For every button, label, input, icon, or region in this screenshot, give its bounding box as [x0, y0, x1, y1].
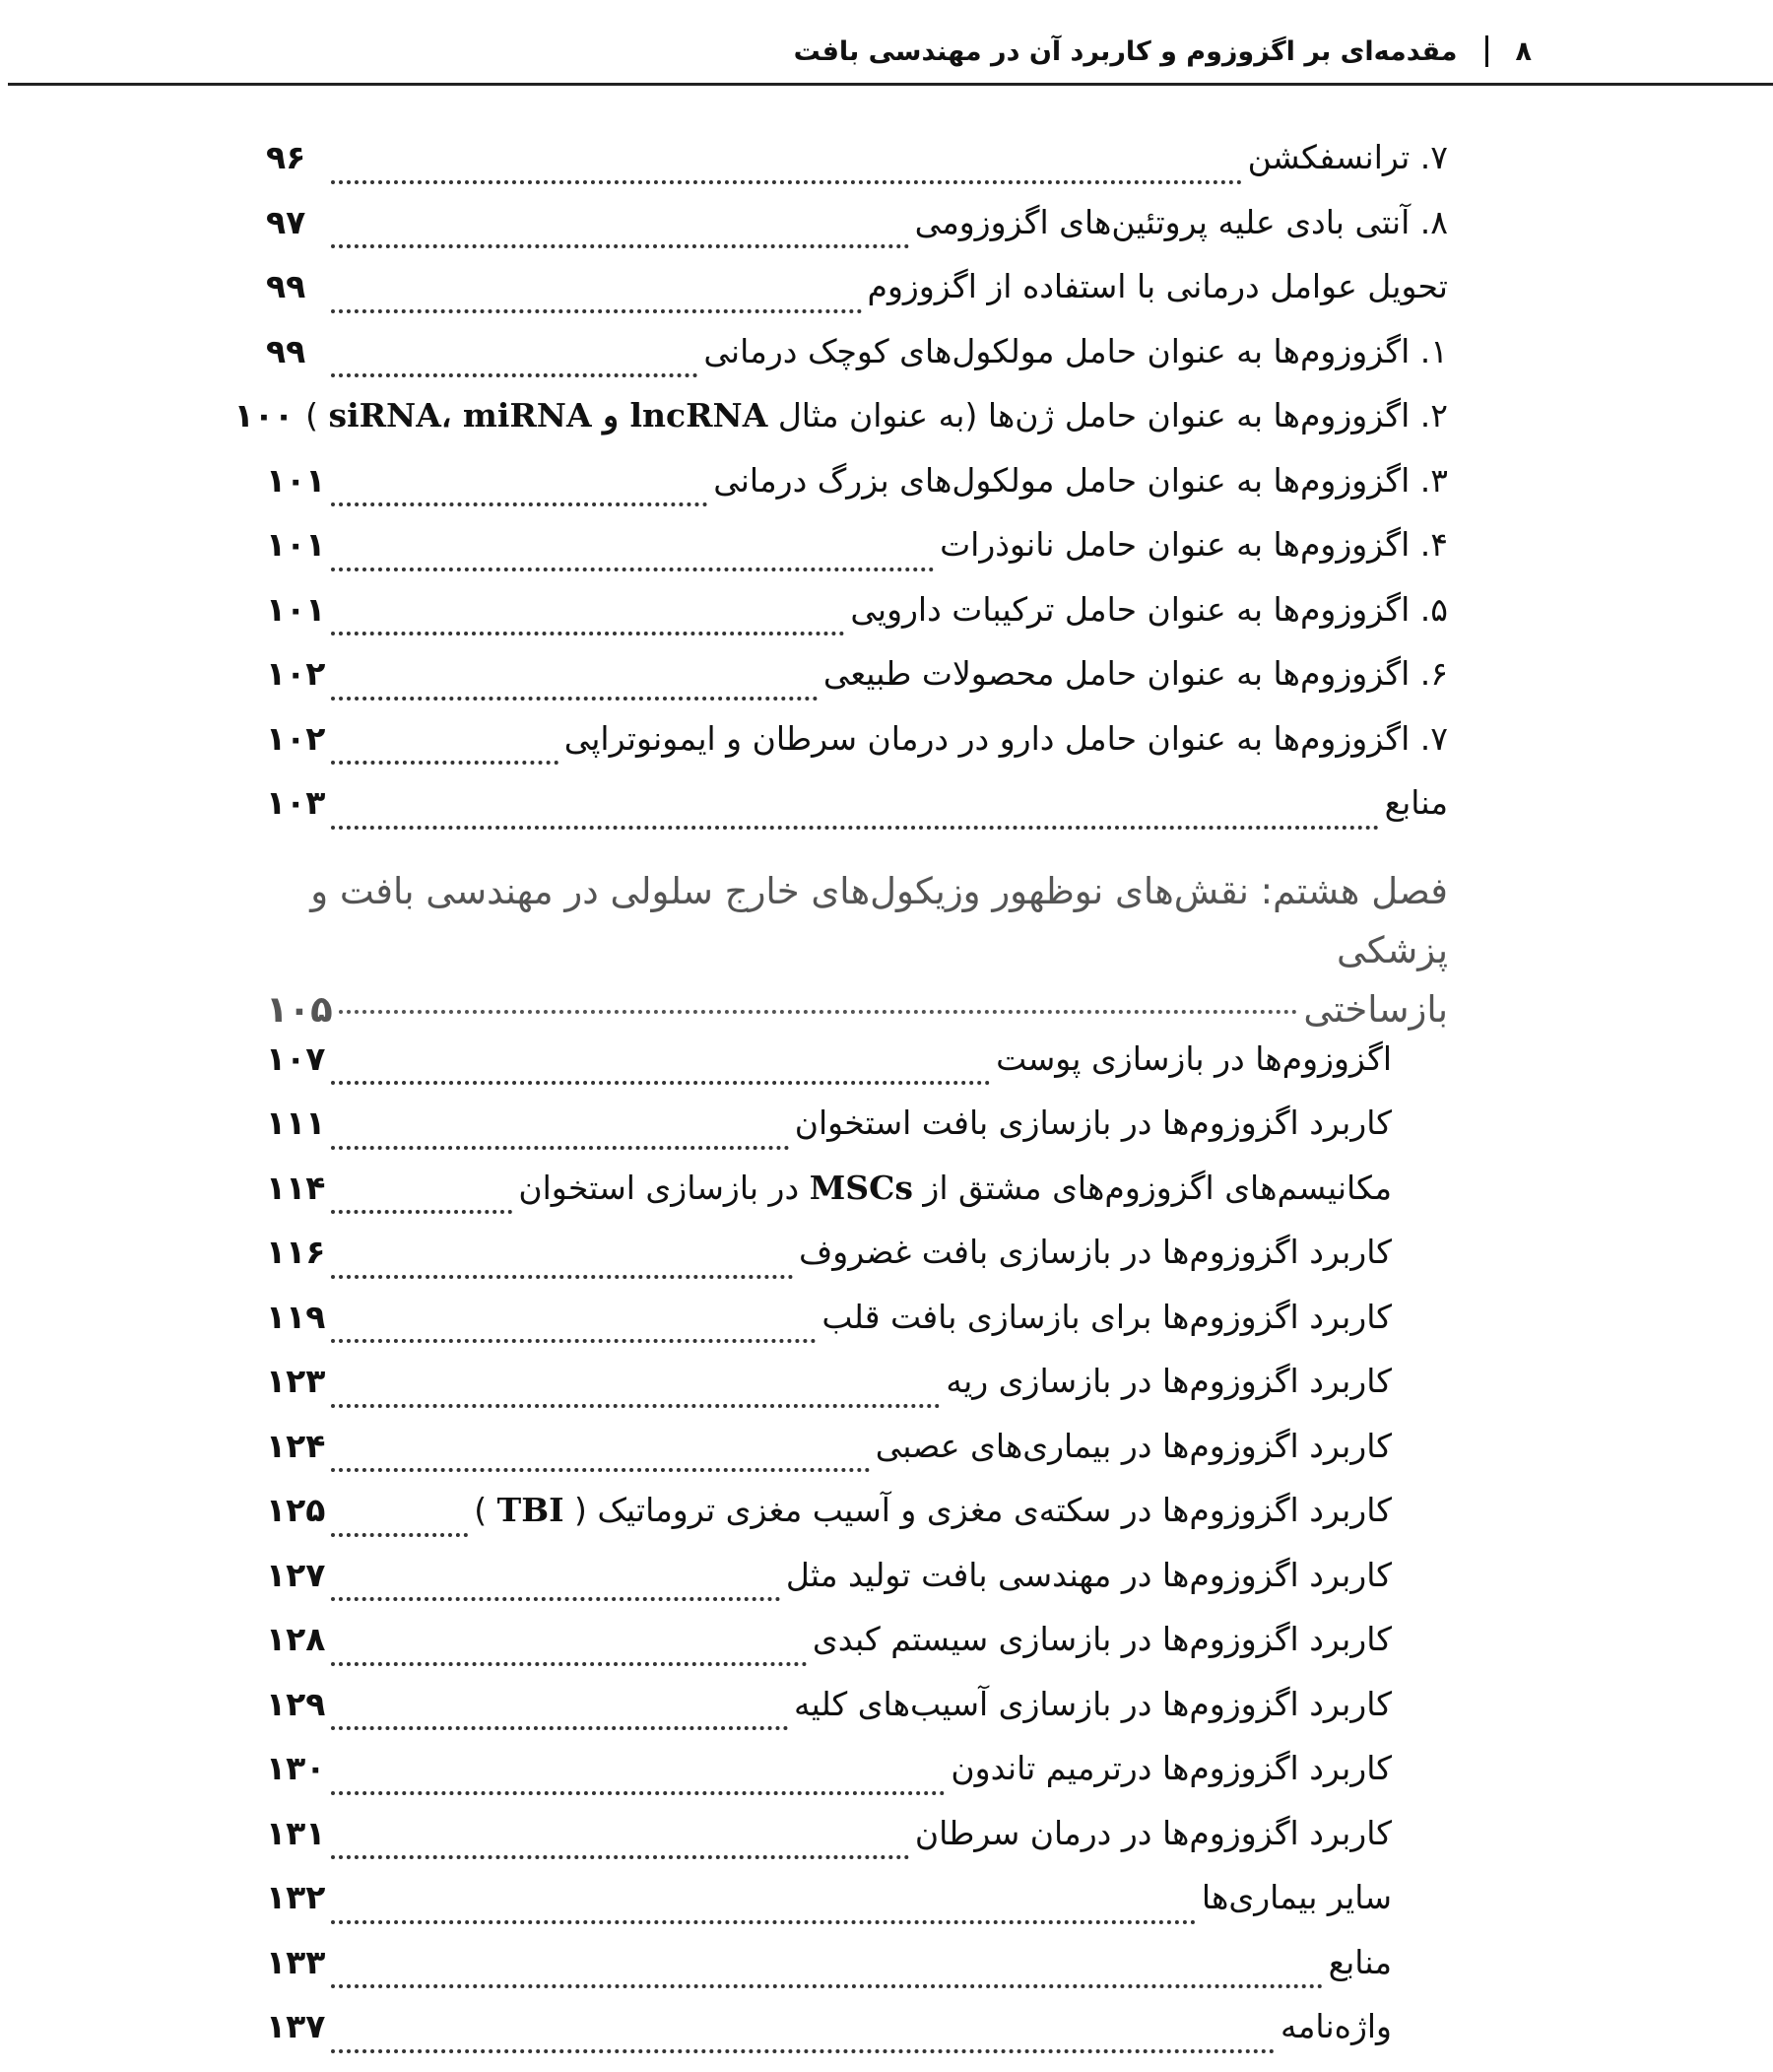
leader-dots: [331, 761, 558, 765]
leader-dots: [331, 1597, 779, 1601]
toc-entry-title: کاربرد اگزوزوم‌ها در بازسازی آسیب‌های کلیه: [793, 1684, 1392, 1723]
toc-entry-title: ۱. اگزوزوم‌ها به عنوان حامل مولکول‌های کوچک درمانی: [703, 331, 1448, 370]
toc-page-number: ۱۲۹: [266, 1684, 326, 1723]
toc-page-number: ۱۳۱: [266, 1813, 326, 1852]
toc-entry: [266, 1427, 1448, 1492]
toc-entry-title: ۳. اگزوزوم‌ها به عنوان حامل مولکول‌های بزرگ درمانی: [713, 460, 1448, 500]
toc-entry: [266, 1233, 1448, 1298]
toc-entry-title: کاربرد اگزوزوم‌ها در بازسازی بافت استخوان: [794, 1103, 1392, 1142]
leader-dots: [331, 1275, 793, 1279]
toc-entry: [266, 1685, 1448, 1750]
table-of-contents: [233, 138, 1448, 2072]
toc-entry-title: منابع: [1384, 783, 1448, 822]
leader-dots: [331, 180, 1242, 184]
leader-dots: [331, 1791, 945, 1795]
toc-page-number: ۱۱۴: [266, 1168, 326, 1207]
leader-dots: [331, 1855, 908, 1859]
leader-dots: [331, 1081, 990, 1085]
toc-page-number: ۱۱۱: [266, 1103, 326, 1142]
toc-entry-title: ۷. اگزوزوم‌ها به عنوان حامل دارو در درمان سرطان و ایمونوتراپی: [563, 718, 1448, 758]
toc-entry: [266, 1943, 1448, 2008]
toc-entry: [266, 1169, 1448, 1234]
toc-entry-title: کاربرد اگزوزوم‌ها در بازسازی ریه: [946, 1362, 1392, 1400]
toc-entry-title: منابع: [1328, 1942, 1392, 1981]
toc-entry: [266, 654, 1448, 719]
toc-page-number: ۱۲۵: [266, 1491, 326, 1529]
toc-entry-title: سایر بیماری‌ها: [1201, 1878, 1392, 1916]
toc-page-number: ۱۰۲: [266, 718, 326, 758]
leader-dots: [331, 1726, 788, 1730]
toc-entry: [266, 203, 1448, 268]
chapter-title-line1: فصل هشتم: نقش‌های نوظهور وزیکول‌های خارج سلولی در مهندسی بافت و پزشکی: [310, 869, 1448, 971]
toc-entry-title: کاربرد اگزوزوم‌ها در بازسازی سیستم کبدی: [812, 1620, 1392, 1658]
toc-entry: [266, 1362, 1448, 1427]
toc-page-number: ۹۹: [266, 267, 306, 305]
toc-entry: [266, 719, 1448, 784]
toc-entry: [266, 525, 1448, 590]
book-title: مقدمه‌ای بر اگزوزوم و کاربرد آن در مهندسی بافت: [793, 35, 1458, 67]
leader-dots: [331, 632, 844, 635]
toc-entry-title-part: در بازسازی استخوان: [518, 1168, 800, 1207]
toc-entry-title: [305, 396, 1448, 434]
toc-entry-latin-term: MSCs: [809, 1168, 913, 1207]
toc-page-number: ۱۲۴: [266, 1426, 326, 1465]
toc-entry-latin-term: TBI: [496, 1491, 564, 1529]
toc-entry: [266, 2007, 1448, 2072]
toc-page-number: ۱۱۹: [266, 1297, 326, 1336]
toc-entry-title: ۶. اگزوزوم‌ها به عنوان حامل محصولات طبیعی: [822, 654, 1448, 693]
toc-entry-title: کاربرد اگزوزوم‌ها در بازسازی بافت غضروف: [799, 1233, 1392, 1271]
toc-entry-title: کاربرد اگزوزوم‌ها برای بازسازی بافت قلب: [821, 1297, 1392, 1336]
toc-page-number: ۱۰۲: [266, 654, 326, 693]
toc-page-number: ۱۲۷: [266, 1555, 326, 1594]
toc-entry: [266, 461, 1448, 526]
toc-entry-title-part: مکانیسم‌های اگزوزوم‌های مشتق از: [923, 1168, 1392, 1207]
leader-dots: [331, 502, 707, 506]
toc-page-number: ۱۲۸: [266, 1620, 326, 1658]
toc-page-number: ۱۳۷: [266, 2007, 326, 2045]
chapter-title-line2: [266, 980, 1448, 1039]
leader-dots: [331, 1210, 512, 1214]
toc-entry-title: ۷. ترانسفکشن: [1247, 138, 1448, 176]
toc-page-number: ۱۰۱: [266, 525, 326, 564]
toc-entry-title: ۸. آنتی بادی علیه پروتئین‌های اگزوزومی: [914, 202, 1448, 241]
toc-entry: [266, 1103, 1448, 1169]
toc-page-number: ۱۲۳: [266, 1362, 326, 1400]
toc-section-bottom: [266, 1039, 1448, 2072]
toc-entry: [266, 1491, 1448, 1556]
toc-entry-title: واژه‌نامه: [1280, 2007, 1392, 2045]
leader-dots: [331, 244, 909, 248]
toc-page-number: ۱۰۰: [233, 396, 295, 434]
chapter-title-continuation: بازساختی: [1303, 987, 1448, 1031]
leader-dots: [331, 1662, 806, 1666]
toc-entry-title: [518, 1169, 1392, 1207]
toc-entry-title: اگزوزوم‌ها در بازسازی پوست: [996, 1038, 1392, 1078]
toc-page-number: ۱۳۳: [266, 1942, 326, 1981]
toc-page-number: ۱۳۰: [266, 1749, 326, 1787]
leader-dots: [331, 697, 817, 701]
toc-entry: [266, 1814, 1448, 1879]
toc-entry: [266, 1878, 1448, 1943]
toc-entry-title-part: کاربرد اگزوزوم‌ها در سکته‌ی مغزی و آسیب مغزی تروماتیک (: [574, 1491, 1392, 1529]
toc-page-number: ۱۰۱: [266, 460, 326, 500]
toc-entry-title: کاربرد اگزوزوم‌ها در درمان سرطان: [914, 1813, 1392, 1852]
toc-page-number: ۱۱۶: [266, 1233, 326, 1271]
page-number: ۸: [1515, 35, 1532, 67]
toc-entry: [266, 590, 1448, 655]
toc-entry: [266, 783, 1448, 848]
toc-entry-title: ۵. اگزوزوم‌ها به عنوان حامل ترکیبات دارویی: [850, 589, 1448, 629]
toc-entry: [266, 1556, 1448, 1621]
toc-page-number: ۹۷: [266, 202, 306, 241]
header-separator: [1485, 35, 1488, 67]
toc-page-number: ۱۰۳: [266, 783, 326, 822]
leader-dots: [331, 1533, 468, 1537]
toc-page-number: ۱۰۷: [266, 1038, 326, 1078]
toc-entry: [266, 1620, 1448, 1685]
toc-entry-title: کاربرد اگزوزوم‌ها در مهندسی بافت تولید مثل: [785, 1555, 1392, 1594]
toc-entry-title-part: ): [305, 396, 318, 434]
leader-dots: [339, 1010, 1298, 1014]
leader-dots: [331, 1468, 869, 1472]
toc-entry: [266, 1298, 1448, 1363]
leader-dots: [331, 309, 862, 313]
running-header: [20, 30, 1532, 73]
leader-dots: [331, 1984, 1322, 1988]
leader-dots: [331, 568, 934, 571]
toc-section-top: [233, 138, 1448, 848]
leader-dots: [331, 1146, 788, 1150]
toc-entry-title-part: ۲. اگزوزوم‌ها به عنوان حامل ژن‌ها (به عنوان مثال: [777, 396, 1448, 434]
toc-page-number: ۱۰۱: [266, 589, 326, 629]
leader-dots: [331, 2049, 1275, 2053]
toc-entry: [266, 138, 1448, 203]
toc-page-number: ۹۶: [266, 138, 306, 176]
toc-entry-title: کاربرد اگزوزوم‌ها در بیماری‌های عصبی: [875, 1426, 1392, 1465]
toc-entry-latin-term: siRNA، miRNA و lncRNA: [328, 396, 768, 434]
toc-entry-title: [474, 1491, 1392, 1529]
toc-page-number: ۹۹: [266, 331, 306, 370]
header-rule: [8, 83, 1773, 86]
toc-entry: [266, 1749, 1448, 1814]
toc-page-number: ۱۳۲: [266, 1878, 326, 1916]
leader-dots: [331, 1920, 1195, 1924]
leader-dots: [331, 373, 697, 377]
leader-dots: [331, 826, 1378, 830]
chapter-page-number: ۱۰۵: [266, 987, 333, 1031]
toc-entry-title: ۴. اگزوزوم‌ها به عنوان حامل نانوذرات: [940, 525, 1448, 564]
toc-entry: [266, 1039, 1448, 1104]
toc-entry-title: تحویل عوامل درمانی با استفاده از اگزوزوم: [867, 267, 1448, 305]
leader-dots: [331, 1404, 940, 1408]
toc-entry: [266, 267, 1448, 332]
toc-entry: [233, 396, 1448, 461]
leader-dots: [331, 1339, 816, 1343]
chapter-heading: [266, 862, 1448, 1039]
toc-entry: [266, 332, 1448, 397]
toc-entry-title-part: ): [474, 1491, 488, 1529]
toc-entry-title: کاربرد اگزوزوم‌ها درترمیم تاندون: [951, 1749, 1392, 1787]
